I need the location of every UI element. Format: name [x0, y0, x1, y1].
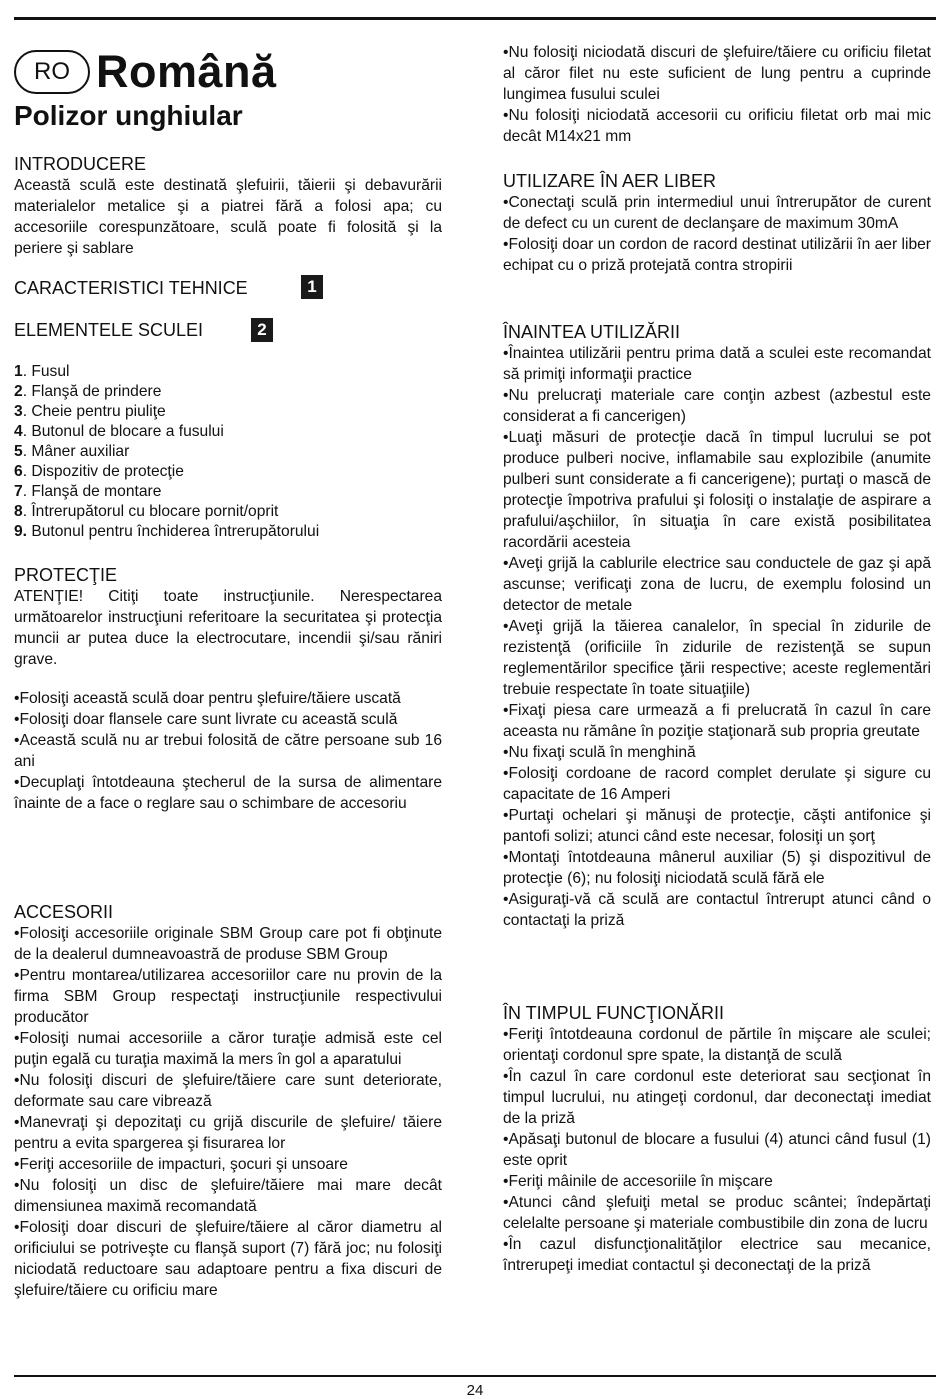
- protection-item: •Decuplaţi întotdeauna ştecherul de la sursa de alimentare înainte de a face o reglare sau o schimbare de accesoriu: [14, 774, 442, 812]
- before-use-item: •Înaintea utilizării pentru prima dată a sculei este recomandat să primiţi informaţii practice: [503, 345, 931, 383]
- element-label: Butonul pentru închiderea întrerupătorului: [27, 523, 320, 540]
- before-use-item: •Luaţi măsuri de protecţie dacă în timpul lucrului se pot produce pulberi nocive, inflamabile sau explozibile (anumite pulberi sunt considerate a fi cancerigene); purtaţi o mască de protecţie împotriva prafului şi folosiţi o instalaţie de aspirare a prafului/aşchiilor, în situaţia în care există posibilitatea racordării acesteia: [503, 429, 931, 551]
- top-rule: [14, 17, 936, 20]
- element-label: . Flanşă de montare: [22, 483, 162, 500]
- accessory-item: •Nu folosiţi discuri de şlefuire/tăiere care sunt deteriorate, deformate sau care vibrează: [14, 1072, 442, 1110]
- during-operation-item: •Atunci când şlefuiţi metal se produc scântei; îndepărtaţi celelalte persoane şi materiale combustibile din zona de lucru: [503, 1194, 931, 1232]
- element-item: [14, 502, 442, 522]
- before-use-item: •Montaţi întotdeauna mânerul auxiliar (5) şi dispozitivul de protecţie (6); nu folosiţi niciodată sculă fără ele: [503, 849, 931, 887]
- element-item: [14, 462, 442, 482]
- element-number: 4: [14, 423, 23, 440]
- before-use-item: •Nu fixaţi sculă în menghină: [503, 744, 696, 761]
- tech-heading-label: CARACTERISTICI TEHNICE: [14, 278, 248, 298]
- element-number: 3: [14, 403, 23, 420]
- accessories-list: [14, 923, 442, 1301]
- before-use-item: •Fixaţi piesa care urmează a fi prelucrată în cazul în care aceasta nu rămâne în poziţie staţionară sub propria greutate: [503, 702, 931, 740]
- accessory-item: •Folosiţi doar discuri de şlefuire/tăiere al căror diametru al orificiului se potriveşte cu flanşă suport (7) fără joc; nu folosiţi niciodată reductoare sau adaptoare pentru a fixa discuri de şlefuire/tăiere cu orificiu mare: [14, 1219, 442, 1299]
- tech-figure-ref: 1: [301, 275, 323, 299]
- accessory-item: •Folosiţi accesoriile originale SBM Group care pot fi obţinute de la dealerul dumneavoastră de produse SBM Group: [14, 925, 442, 963]
- before-use-item: •Folosiţi cordoane de racord complet derulate şi sigure cu capacitate de 16 Amperi: [503, 765, 931, 803]
- before-use-list: [503, 343, 931, 931]
- element-number: 7: [14, 483, 23, 500]
- accessory-item: •Manevraţi şi depozitaţi cu grijă discurile de şlefuire/ tăiere pentru a evita spargerea şi fisurarea lor: [14, 1114, 442, 1152]
- element-label: . Întrerupătorul cu blocare pornit/oprit: [22, 503, 279, 520]
- element-number: 9.: [14, 523, 28, 540]
- intro-heading: INTRODUCERE: [14, 154, 147, 174]
- protection-list: [14, 688, 442, 814]
- element-label: . Fusul: [22, 363, 70, 380]
- element-number: 1: [14, 363, 23, 380]
- during-operation-item: •Apăsaţi butonul de blocare a fusului (4) atunci când fusul (1) este oprit: [503, 1131, 931, 1169]
- before-use-item: •Asiguraţi-vă că sculă are contactul întrerupt atunci când o contactaţi la priză: [503, 891, 931, 929]
- element-item: [14, 482, 442, 502]
- element-label: . Mâner auxiliar: [22, 443, 130, 460]
- during-operation-item: •Feriţi întotdeauna cordonul de părtile în mişcare ale sculei; orientaţi cordonul spre spate, la distanţă de sculă: [503, 1026, 931, 1064]
- accessories-heading: ACCESORII: [14, 902, 114, 922]
- during-operation-item: •Feriţi mâinile de accesoriile în mişcare: [503, 1173, 773, 1190]
- element-item: [14, 422, 442, 442]
- disc-warnings-list: [503, 42, 931, 147]
- language-code-badge: RO: [14, 50, 90, 94]
- element-number: 5: [14, 443, 23, 460]
- before-use-item: •Nu prelucraţi materiale care conţin azbest (azbestul este considerat a fi cancerigen): [503, 387, 931, 425]
- before-use-item: •Purtaţi ochelari şi mănuşi de protecţie, căşti antifonice şi pantofi solizi; atunci când este necesar, folosiţi un şorţ: [503, 807, 931, 845]
- element-label: . Flanşă de prindere: [22, 383, 162, 400]
- elements-heading: [14, 319, 344, 341]
- element-label: . Dispozitiv de protecţie: [22, 463, 184, 480]
- element-item: [14, 442, 442, 462]
- bottom-rule: [14, 1375, 936, 1377]
- outdoor-item: •Folosiţi doar un cordon de racord destinat utilizării în aer liber echipat cu o priză protejată contra stropirii: [503, 236, 931, 274]
- before-use-heading: ÎNAINTEA UTILIZĂRII: [503, 322, 681, 342]
- tech-heading: [14, 277, 344, 299]
- element-label: . Butonul de blocare a fusului: [22, 423, 224, 440]
- during-operation-item: •În cazul disfuncţionalităţilor electrice sau mecanice, întrerupeţi imediat contactul şi deconectaţi de la priză: [503, 1236, 931, 1274]
- intro-text: Această sculă este destinată şlefuirii, tăierii şi debavurării materialelor metalice şi a piatrei fără a folosi apa; cu accesoriile corespunzătoare, sculă poate fi folosită şi la periere şi sablare: [14, 177, 442, 257]
- elements-list: [14, 362, 442, 542]
- accessory-item: •Pentru montarea/utilizarea accesoriilor care nu provin de la firma SBM Group respectaţi instrucţiunile respectivului producător: [14, 967, 442, 1026]
- document-title: Polizor unghiular: [14, 100, 243, 131]
- outdoor-item: •Conectaţi sculă prin intermediul unui întrerupător de curent de defect cu un curent de declanşare de maximum 30mA: [503, 194, 931, 232]
- protection-item: •Această sculă nu ar trebui folosită de către persoane sub 16 ani: [14, 732, 442, 770]
- disc-warning-item: •Nu folosiţi niciodată accesorii cu orificiu filetat orb mai mic decât M14x21 mm: [503, 107, 931, 145]
- page-number: 24: [466, 1382, 484, 1399]
- disc-warning-item: •Nu folosiţi niciodată discuri de şlefuire/tăiere cu orificiu filetat al căror filet nu este suficient de lung pentru a cuprinde lungimea fusului sculei: [503, 44, 931, 103]
- outdoor-heading: UTILIZARE ÎN AER LIBER: [503, 171, 717, 191]
- protection-heading: PROTECŢIE: [14, 565, 118, 585]
- element-number: 6: [14, 463, 23, 480]
- accessory-item: •Folosiţi numai accesoriile a căror turaţie admisă este cel puţin egală cu turaţia maximă la mers în gol a aparatului: [14, 1030, 442, 1068]
- during-operation-heading: ÎN TIMPUL FUNCŢIONĂRII: [503, 1003, 725, 1023]
- elements-heading-label: ELEMENTELE SCULEI: [14, 320, 204, 340]
- element-number: 8: [14, 503, 23, 520]
- language-header: [14, 47, 277, 97]
- before-use-item: •Aveţi grijă la cablurile electrice sau conductele de gaz şi apă ascunse; verificaţi zona de lucru, de exemplu folosind un detector de metale: [503, 555, 931, 614]
- accessory-item: •Nu folosiţi un disc de şlefuire/tăiere mai mare decât dimensiunea maximă recomandată: [14, 1177, 442, 1215]
- element-number: 2: [14, 383, 23, 400]
- elements-figure-ref: 2: [251, 318, 273, 342]
- element-item: [14, 522, 442, 542]
- element-item: [14, 382, 442, 402]
- protection-item: •Folosiţi doar flansele care sunt livrate cu această sculă: [14, 711, 398, 728]
- during-operation-item: •În cazul în care cordonul este deteriorat sau secţionat în timpul lucrului, nu atingeţi cordonul, dar deconectaţi imediat de la priză: [503, 1068, 931, 1127]
- before-use-item: •Aveţi grijă la tăierea canalelor, în special în zidurile de rezistenţă (orificiile în zidurile de rezistenţă se supun reglementărilor specifice ţării respective; aceste reglementări trebuie respectate în toate situaţiile): [503, 618, 931, 698]
- protection-text: ATENŢIE! Citiţi toate instrucţiunile. Nerespectarea următoarelor instrucţiuni referitoare la securitatea şi protecţia muncii ar putea duce la electrocutare, incendii şi/sau răniri grave.: [14, 588, 442, 668]
- protection-item: •Folosiţi această sculă doar pentru şlefuire/tăiere uscată: [14, 690, 401, 707]
- element-label: . Cheie pentru piuliţe: [22, 403, 166, 420]
- accessory-item: •Feriţi accesoriile de impacturi, şocuri şi unsoare: [14, 1156, 348, 1173]
- during-operation-list: [503, 1024, 931, 1276]
- element-item: [14, 362, 442, 382]
- outdoor-list: [503, 192, 931, 276]
- language-title: Română: [96, 46, 277, 97]
- element-item: [14, 402, 442, 422]
